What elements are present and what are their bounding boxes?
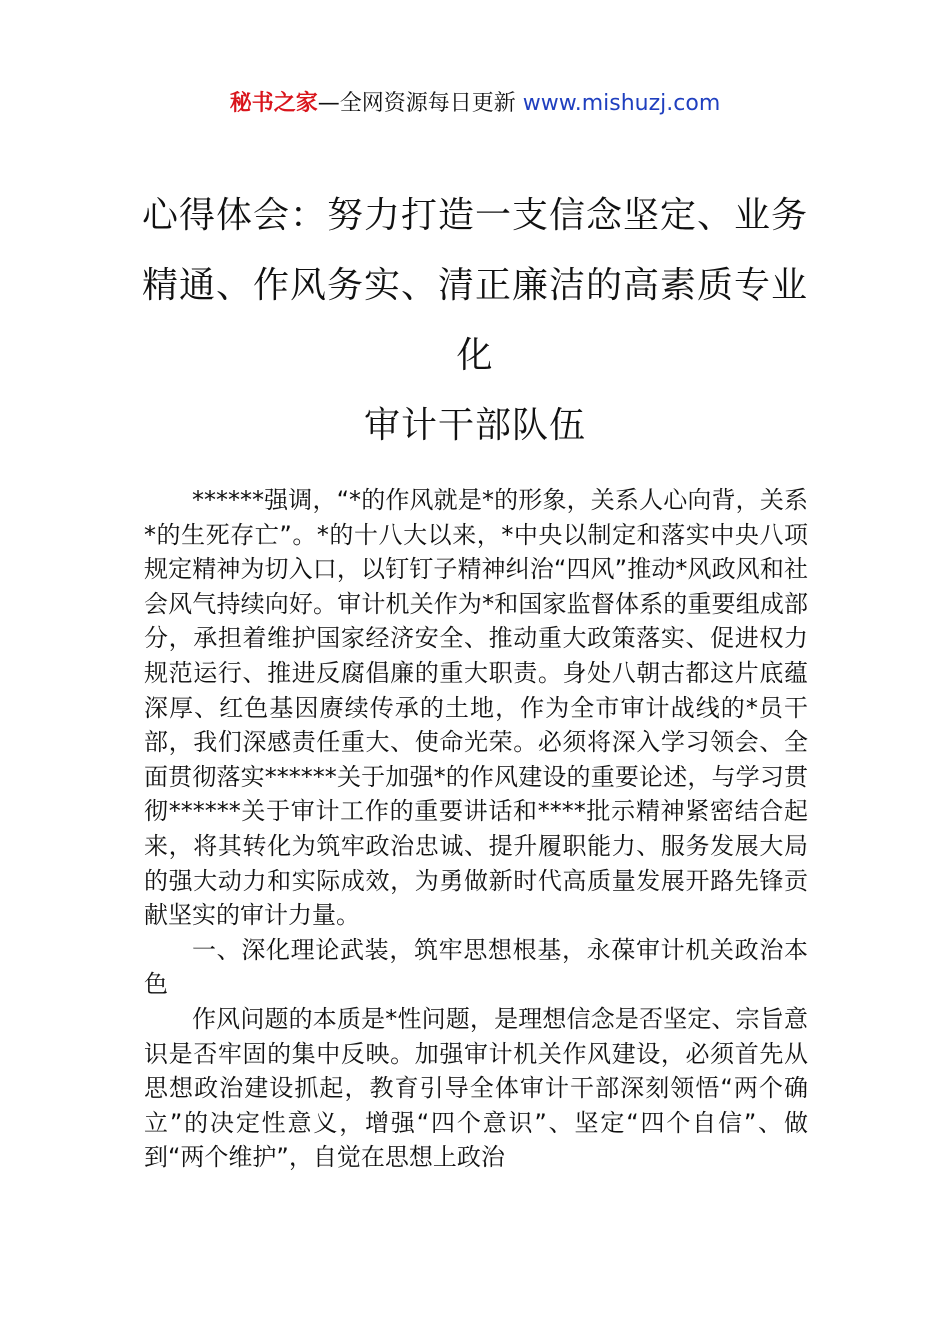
- section-heading-1: 一、深化理论武装，筑牢思想根基，永葆审计机关政治本色: [144, 935, 808, 999]
- site-url-link[interactable]: www.mishuzj.com: [522, 91, 721, 116]
- title-line-2: 精通、作风务实、清正廉洁的高素质专业: [141, 265, 808, 306]
- site-tagline: —全网资源每日更新: [317, 91, 523, 116]
- title-line-1: 心得体会：努力打造一支信念坚定、业务: [141, 195, 808, 236]
- document-title: [120, 181, 830, 461]
- document-body: [144, 483, 808, 1175]
- site-header: [0, 88, 950, 120]
- title-line-4: 审计干部队伍: [363, 405, 586, 446]
- paragraph-intro: ******强调，“*的作风就是*的形象，关系人心向背，关系*的生死存亡”。*的十八大以来，*中央以制定和落实中央八项规定精神为切入口，以钉钉子精神纠治“四风”推动*风政风和社会风气持续向好。审计机关作为*和国家监督体系的重要组成部分，承担着维护国家经济安全、推动重大政策落实、促进权力规范运行、推进反腐倡廉的重大职责。身处八朝古都这片底蕴深厚、红色基因赓续传承的土地，作为全市审计战线的*员干部，我们深感责任重大、使命光荣。必须将深入学习领会、全面贯彻落实******关于加强*的作风建设的重要论述，与学习贯彻******关于审计工作的重要讲话和****批示精神紧密结合起来，将其转化为筑牢政治忠诚、提升履职能力、服务发展大局的强大动力和实际成效，为勇做新时代高质量发展开路先锋贡献坚实的审计力量。: [144, 486, 808, 930]
- paragraph-section-1: 作风问题的本质是*性问题，是理想信念是否坚定、宗旨意识是否牢固的集中反映。加强审计机关作风建设，必须首先从思想政治建设抓起，教育引导全体审计干部深刻领悟“两个确立”的决定性意义，增强“四个意识”、坚定“四个自信”、做到“两个维护”，自觉在思想上政治: [144, 1004, 808, 1172]
- site-brand: 秘书之家: [229, 91, 318, 116]
- title-line-3: 化: [456, 335, 494, 376]
